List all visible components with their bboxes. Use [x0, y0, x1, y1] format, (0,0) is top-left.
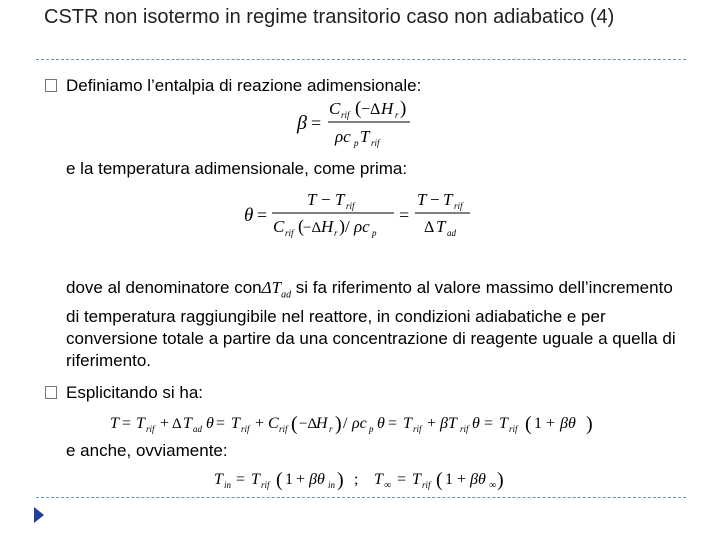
svg-text:−: −: [321, 190, 331, 209]
svg-text:rif: rif: [413, 424, 422, 434]
svg-text:r: r: [329, 424, 333, 434]
svg-text:): ): [497, 469, 504, 491]
svg-text:+: +: [546, 415, 556, 432]
bullet-text-1: Definiamo l’entalpia di reazione adimensionale:: [66, 76, 422, 95]
svg-text:=: =: [216, 415, 226, 432]
svg-text:=: =: [397, 471, 407, 488]
svg-text:rif: rif: [454, 201, 463, 211]
svg-text:−: −: [430, 190, 440, 209]
svg-text:T: T: [110, 415, 119, 432]
svg-text:): ): [339, 216, 345, 236]
svg-text:+: +: [427, 415, 437, 432]
svg-text:T: T: [412, 471, 421, 488]
slide-title: CSTR non isotermo in regime transitorio caso non adiabatico (4): [44, 6, 615, 28]
svg-text:θ: θ: [244, 205, 254, 226]
svg-text:H: H: [321, 217, 334, 236]
svg-text:βθ: βθ: [560, 415, 576, 432]
svg-text:1: 1: [285, 471, 293, 488]
svg-text:(: (: [436, 469, 443, 491]
svg-text:rif: rif: [241, 424, 250, 434]
svg-text:−Δ: −Δ: [361, 101, 381, 118]
bullet-text-2: Esplicitando si ha:: [66, 383, 204, 402]
svg-text:rif: rif: [261, 480, 270, 490]
svg-text:βθ: βθ: [309, 471, 325, 488]
svg-text:T: T: [403, 415, 412, 432]
next-slide-arrow-icon[interactable]: [34, 507, 44, 523]
svg-text:T: T: [335, 190, 345, 209]
svg-text:C: C: [268, 415, 279, 432]
inline-delta-t-ad: $\Delta T_{ad}$: [261, 278, 292, 301]
svg-text:T: T: [436, 217, 446, 236]
svg-text:+: +: [296, 471, 306, 488]
svg-text:(: (: [525, 413, 532, 435]
svg-text:∞: ∞: [489, 480, 497, 491]
svg-text:r: r: [334, 228, 338, 238]
line-also: e anche, ovviamente:: [66, 441, 228, 460]
svg-text:rif: rif: [422, 480, 431, 490]
bullet-marker: [45, 79, 57, 92]
svg-text:T: T: [214, 471, 223, 488]
paragraph-denominator: [66, 277, 676, 372]
svg-text:−Δ: −Δ: [303, 220, 322, 236]
svg-text:H: H: [381, 99, 394, 118]
svg-text:T: T: [183, 415, 192, 432]
svg-text:Δ: Δ: [424, 219, 435, 236]
formula-beta: [295, 96, 425, 157]
svg-text:(: (: [291, 413, 298, 435]
formula-theta: [244, 190, 484, 251]
svg-text:rif: rif: [285, 228, 294, 238]
svg-text:T: T: [374, 471, 383, 488]
svg-text:=: =: [122, 415, 132, 432]
svg-text:=: =: [388, 415, 398, 432]
svg-text:in: in: [328, 480, 336, 490]
svg-text:rif: rif: [346, 201, 355, 211]
svg-text:C: C: [273, 217, 285, 236]
svg-text:+: +: [160, 415, 170, 432]
svg-text:(: (: [355, 98, 362, 119]
svg-text:Δ: Δ: [172, 416, 182, 432]
bullet-marker: [45, 386, 57, 399]
svg-text:rif: rif: [279, 424, 288, 434]
svg-text:T: T: [443, 190, 453, 209]
footer-divider: [36, 497, 686, 498]
svg-text:in: in: [224, 480, 232, 490]
svg-text:): ): [400, 98, 407, 119]
svg-text:C: C: [329, 99, 341, 118]
svg-text:β: β: [297, 112, 307, 134]
para-text-before: dove al denominatore con: [66, 278, 262, 297]
svg-text:=: =: [399, 205, 410, 225]
svg-text:(: (: [276, 469, 283, 491]
svg-text:=: =: [311, 113, 322, 133]
svg-text:βθ: βθ: [470, 471, 486, 488]
svg-text:rif: rif: [460, 424, 469, 434]
svg-text:/: /: [343, 415, 348, 432]
svg-text:=: =: [257, 205, 268, 225]
svg-text:T: T: [231, 415, 240, 432]
svg-text:T: T: [307, 190, 317, 209]
svg-text:T: T: [360, 127, 370, 146]
svg-text:rif: rif: [341, 110, 350, 120]
svg-text:θ: θ: [206, 415, 214, 432]
svg-text:p: p: [369, 424, 374, 434]
svg-text:(: (: [298, 216, 304, 236]
svg-text:T: T: [499, 415, 508, 432]
svg-text:=: =: [236, 471, 246, 488]
svg-text:θ: θ: [377, 415, 385, 432]
svg-text:rif: rif: [371, 138, 380, 148]
svg-text:+: +: [255, 415, 265, 432]
svg-text:): ): [337, 469, 344, 491]
svg-text:1: 1: [534, 415, 542, 432]
svg-text:ρc: ρc: [354, 217, 370, 236]
svg-text:T: T: [251, 471, 260, 488]
svg-text:/: /: [345, 217, 350, 236]
svg-text:): ): [586, 413, 593, 435]
svg-text:ρc: ρc: [352, 415, 367, 432]
svg-text:T: T: [136, 415, 145, 432]
svg-text:ρc: ρc: [335, 127, 351, 146]
svg-text:rif: rif: [509, 424, 518, 434]
svg-text:p: p: [354, 138, 359, 148]
svg-text:∞: ∞: [384, 480, 392, 491]
para-text-after: si fa riferimento al valore massimo dell’incremento di temperatura raggiungibile nel reattore, in condizioni adiabatiche e per conversione totale a partire da una concentrazione di reagente uguale a quella di riferimento.: [66, 278, 676, 371]
svg-text:+: +: [457, 471, 467, 488]
svg-text:ad: ad: [447, 228, 456, 238]
svg-text:θ: θ: [472, 415, 480, 432]
svg-text:1: 1: [445, 471, 453, 488]
title-divider: [36, 59, 686, 60]
line-temperature-intro: e la temperatura adimensionale, come prima:: [66, 159, 408, 178]
svg-text:ad: ad: [193, 424, 202, 434]
svg-text:−Δ: −Δ: [299, 416, 318, 432]
formula-t-in-t-inf: [214, 464, 509, 501]
svg-text:T: T: [417, 190, 427, 209]
svg-text:H: H: [316, 415, 328, 432]
svg-text:=: =: [484, 415, 494, 432]
svg-text:rif: rif: [146, 424, 155, 434]
svg-text:;: ;: [354, 471, 359, 488]
svg-text:): ): [335, 413, 342, 435]
svg-text:r: r: [395, 110, 399, 120]
svg-text:p: p: [372, 228, 377, 238]
svg-text:βT: βT: [440, 415, 457, 432]
